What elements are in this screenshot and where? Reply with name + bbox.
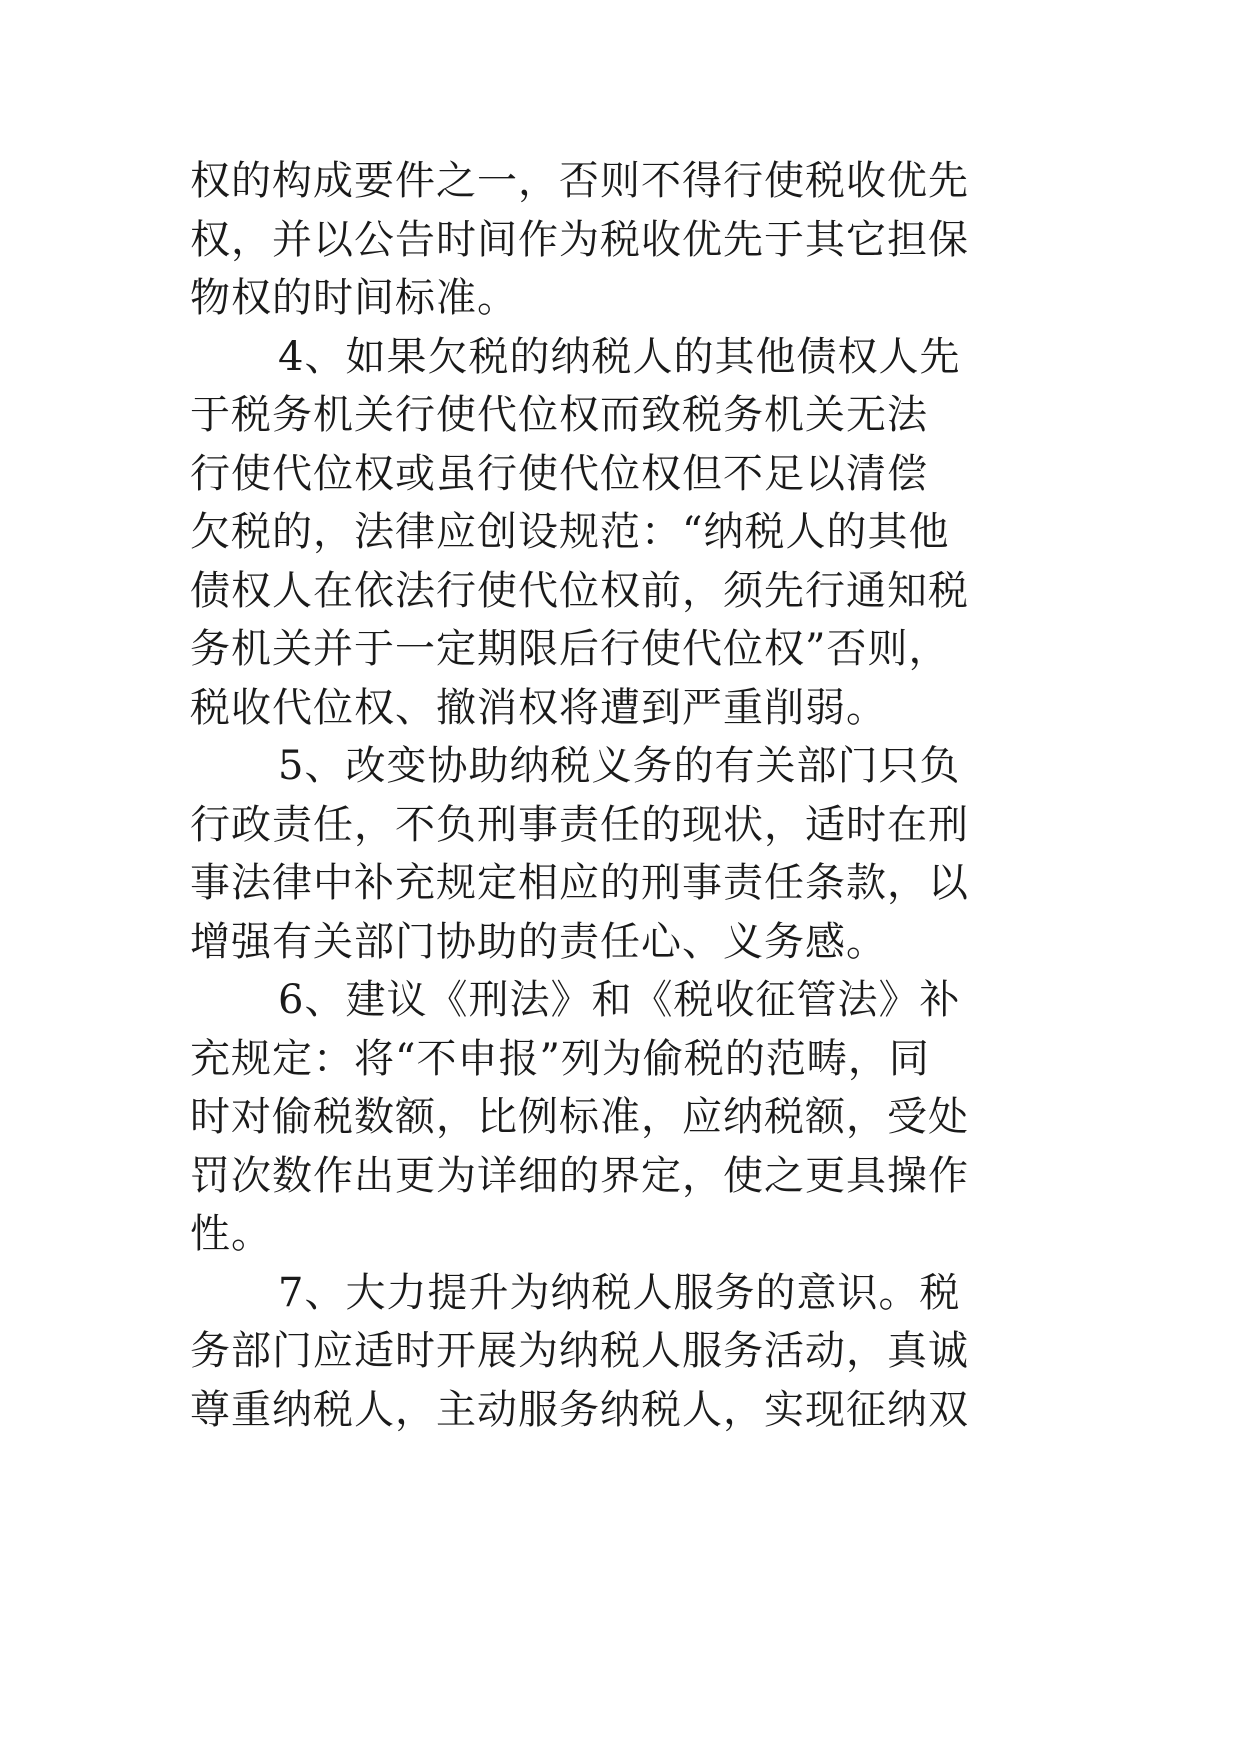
text-line: 行政责任，不负刑事责任的现状，适时在刑: [190, 801, 969, 848]
text-line: 务机关并于一定期限后行使代位权”否则，: [190, 626, 950, 672]
text-line: 债权人在依法行使代位权前，须先行通知税: [190, 567, 969, 614]
text-line: 性。: [190, 1211, 272, 1257]
text-line: 增强有关部门协助的责任心、义务感。: [190, 918, 887, 965]
text-line: 尊重纳税人，主动服务纳税人，实现征纳双: [190, 1386, 969, 1433]
paragraph-start-line: 5、改变协助纳税义务的有关部门只负: [278, 743, 961, 789]
text-line: 事法律中补充规定相应的刑事责任条款，以: [190, 860, 969, 906]
paragraph-start-line: 7、大力提升为纳税人服务的意识。税: [278, 1269, 961, 1316]
text-line: 于税务机关行使代位权而致税务机关无法: [190, 392, 928, 438]
paragraph-start-line: 4、如果欠税的纳税人的其他债权人先: [278, 333, 961, 380]
text-line: 罚次数作出更为详细的界定，使之更具操作: [190, 1152, 969, 1199]
text-line: 权的构成要件之一，否则不得行使税收优先: [190, 158, 969, 204]
text-line: 税收代位权、撤消权将遭到严重削弱。: [190, 684, 887, 731]
body-text: [190, 152, 1070, 1439]
text-line: 务部门应适时开展为纳税人服务活动，真诚: [190, 1328, 969, 1374]
text-line: 物权的时间标准。: [190, 275, 518, 321]
text-line: 时对偷税数额，比例标准，应纳税额，受处: [190, 1094, 969, 1140]
text-line: 行使代位权或虽行使代位权但不足以清偿: [190, 450, 928, 497]
paragraph-start-line: 6、建议《刑法》和《税收征管法》补: [278, 977, 961, 1023]
text-line: 权，并以公告时间作为税收优先于其它担保: [190, 216, 969, 263]
text-line: 欠税的，法律应创设规范：“纳税人的其他: [190, 509, 950, 555]
text-line: 充规定：将“不申报”列为偷税的范畴，同: [190, 1035, 930, 1082]
